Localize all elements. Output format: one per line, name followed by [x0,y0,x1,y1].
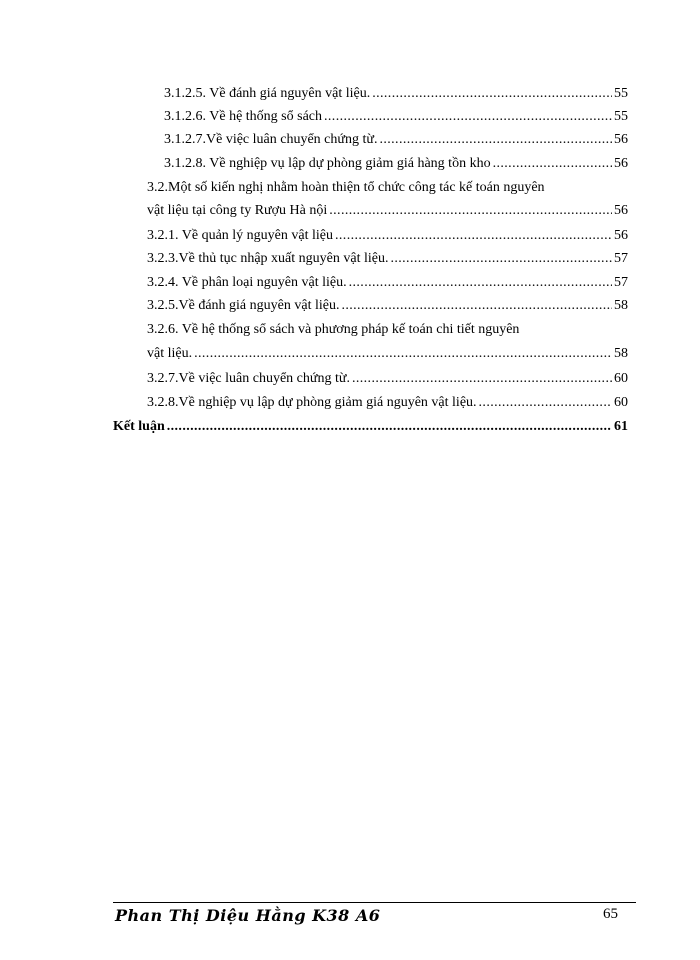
toc-dot-leader [324,108,612,126]
toc-dot-leader [479,394,612,412]
toc-entry-label: 3.1.2.6. Về hệ thống sổ sách [164,109,322,124]
toc-entry-page: 56 [614,203,628,218]
toc-entry[interactable] [164,85,628,103]
toc-entry[interactable] [164,131,628,149]
toc-dot-leader [352,370,612,388]
toc-entry-page: 57 [614,251,628,266]
toc-entry-label-line1[interactable]: 3.2.Một số kiến nghị nhằm hoàn thiện tổ chức công tác kế toán nguyên [147,180,545,195]
toc-entry-label: 3.2.4. Về phân loại nguyên vật liệu. [147,275,347,290]
toc-entry[interactable] [147,394,628,412]
toc-dot-leader [167,418,612,436]
toc-entry-label: 3.1.2.7.Về việc luân chuyển chứng từ. [164,132,378,147]
toc-dot-leader [341,297,612,315]
footer-page-number: 65 [603,906,618,922]
toc-entry-page: 56 [614,156,628,171]
toc-dot-leader [329,202,612,220]
toc-entry[interactable] [164,108,628,126]
toc-dot-leader [379,131,612,149]
toc-entry-label: 3.1.2.5. Về đánh giá nguyên vật liệu. [164,86,371,101]
toc-entry-page: 58 [614,298,628,313]
toc-entry-label: 3.1.2.8. Về nghiệp vụ lập dự phòng giảm giá hàng tồn kho [164,156,491,171]
toc-entry-page: 60 [614,395,628,410]
toc-entry[interactable] [147,345,628,363]
toc-dot-leader [493,155,612,173]
toc-entry[interactable] [147,274,628,292]
toc-entry-label: 3.2.7.Về việc luân chuyển chứng từ. [147,371,350,386]
toc-entry-label: 3.2.3.Về thủ tục nhập xuất nguyên vật liệu. [147,251,389,266]
toc-entry-page: 56 [614,228,628,243]
toc-entry-label: Kết luận [113,419,165,434]
toc-entry-label: 3.2.1. Về quản lý nguyên vật liệu [147,228,333,243]
toc-entry-label-line1[interactable]: 3.2.6. Về hệ thống sổ sách và phương pháp kế toán chi tiết nguyên [147,322,520,337]
toc-entry[interactable] [147,370,628,388]
toc-entry-label: vật liệu tại công ty Rượu Hà nội [147,203,328,218]
footer-divider [113,902,636,903]
toc-dot-leader [335,227,612,245]
toc-entry-page: 60 [614,371,628,386]
toc-entry[interactable] [147,202,628,220]
toc-entry-label: vật liệu. [147,346,193,361]
toc-entry-page: 61 [614,419,628,434]
toc-dot-leader [349,274,612,292]
toc-entry-page: 56 [614,132,628,147]
toc-entry[interactable] [147,250,628,268]
toc-entry-conclusion[interactable] [113,418,628,436]
toc-entry-page: 57 [614,275,628,290]
toc-entry-page: 55 [614,109,628,124]
toc-entry-label: 3.2.5.Về đánh giá nguyên vật liệu. [147,298,340,313]
toc-dot-leader [390,250,612,268]
toc-entry[interactable] [147,227,628,245]
toc-entry[interactable] [147,297,628,315]
toc-entry-page: 55 [614,86,628,101]
toc-dot-leader [372,85,612,103]
toc-entry[interactable] [164,155,628,173]
footer-author: Phan Thị Diệu Hằng K38 A6 [115,906,381,925]
toc-entry-page: 58 [614,346,628,361]
toc-entry-label: 3.2.8.Về nghiệp vụ lập dự phòng giảm giá nguyên vật liệu. [147,395,477,410]
toc-dot-leader [194,345,612,363]
